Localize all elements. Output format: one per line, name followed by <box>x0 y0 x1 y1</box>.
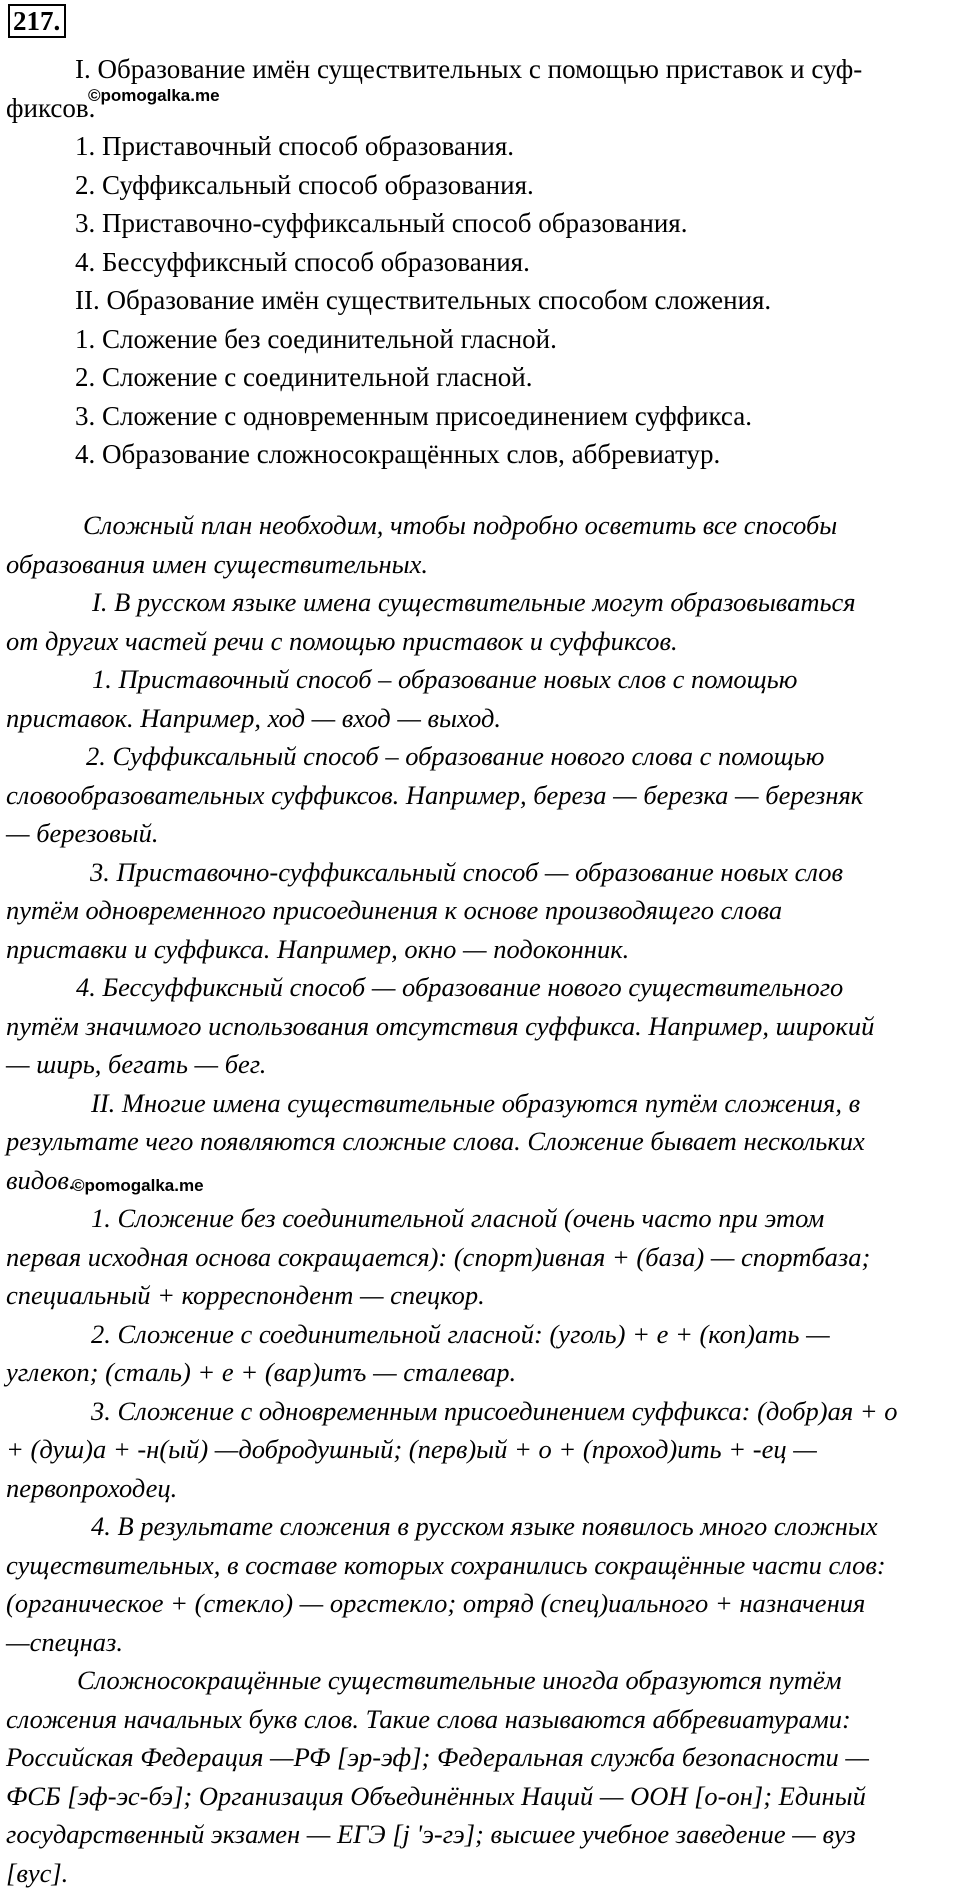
watermark: ©pomogalka.me <box>88 86 220 106</box>
explanation-text <box>6 506 956 1892</box>
text-line: первопроходец. <box>6 1469 956 1508</box>
text-line: существительных, в составе которых сохранились сокращённые части слов: <box>6 1546 956 1585</box>
text-line: углекоп; (сталь) + е + (вар)итъ — сталевар. <box>6 1353 956 1392</box>
plan-line: фиксов. <box>0 89 960 128</box>
text-line: первая исходная основа сокращается): (спорт)ивная + (база) — спортбаза; <box>6 1238 956 1277</box>
text-line: приставки и суффикса. Например, окно — подоконник. <box>6 930 956 969</box>
text-line: путём значимого использования отсутствия суффикса. Например, широкий <box>6 1007 956 1046</box>
plan-line: 2. Суффиксальный способ образования. <box>0 166 960 205</box>
text-line: 4. В результате сложения в русском языке появилось много сложных <box>6 1507 956 1546</box>
text-line: 2. Суффиксальный способ – образование нового слова с помощью <box>6 737 956 776</box>
text-line: видов. <box>6 1161 956 1200</box>
text-line: образования имен существительных. <box>6 545 956 584</box>
text-line: [вус]. <box>6 1854 956 1892</box>
text-line: 2. Сложение с соединительной гласной: (уголь) + е + (коп)ать — <box>6 1315 956 1354</box>
text-line: — ширь, бегать — бег. <box>6 1045 956 1084</box>
plan-line: II. Образование имён существительных способом сложения. <box>0 281 960 320</box>
text-line: словообразовательных суффиксов. Например, береза — березка — березняк <box>6 776 956 815</box>
text-line: 1. Сложение без соединительной гласной (очень часто при этом <box>6 1199 956 1238</box>
text-line: 1. Приставочный способ – образование новых слов с помощью <box>6 660 956 699</box>
plan-line: 4. Образование сложносокращённых слов, аббревиатур. <box>0 435 960 474</box>
text-line: I. В русском языке имена существительные могут образовываться <box>6 583 956 622</box>
plan-line: 1. Приставочный способ образования. <box>0 127 960 166</box>
text-line: результате чего появляются сложные слова. Сложение бывает нескольких <box>6 1122 956 1161</box>
plan-line: 4. Бессуффиксный способ образования. <box>0 243 960 282</box>
text-line: государственный экзамен — ЕГЭ [j 'э-гэ]; высшее учебное заведение — вуз <box>6 1815 956 1854</box>
plan-line: 3. Приставочно-суффиксальный способ образования. <box>0 204 960 243</box>
plan-line: 3. Сложение с одновременным присоединением суффикса. <box>0 397 960 436</box>
text-line: Российская Федерация —РФ [эр-эф]; Федеральная служба безопасности — <box>6 1738 956 1777</box>
text-line: 3. Приставочно-суффиксальный способ — образование новых слов <box>6 853 956 892</box>
exercise-number: 217. <box>8 4 66 38</box>
text-line: приставок. Например, ход — вход — выход. <box>6 699 956 738</box>
text-line: специальный + корреспондент — спецкор. <box>6 1276 956 1315</box>
text-line: + (душ)а + -н(ый) —добродушный; (перв)ый + о + (проход)ить + -ец — <box>6 1430 956 1469</box>
plan-section <box>0 50 960 474</box>
text-line: 3. Сложение с одновременным присоединением суффикса: (добр)ая + о <box>6 1392 956 1431</box>
watermark: ©pomogalka.me <box>72 1176 204 1196</box>
text-line: путём одновременного присоединения к основе производящего слова <box>6 891 956 930</box>
text-line: (органическое + (стекло) — оргстекло; отряд (спец)иального + назначения <box>6 1584 956 1623</box>
text-line: 4. Бессуффиксный способ — образование нового существительного <box>6 968 956 1007</box>
plan-line: 1. Сложение без соединительной гласной. <box>0 320 960 359</box>
plan-line: 2. Сложение с соединительной гласной. <box>0 358 960 397</box>
text-line: Сложносокращённые существительные иногда образуются путём <box>6 1661 956 1700</box>
text-line: Сложный план необходим, чтобы подробно осветить все способы <box>6 506 956 545</box>
text-line: II. Многие имена существительные образуются путём сложения, в <box>6 1084 956 1123</box>
text-line: —спецназ. <box>6 1623 956 1662</box>
text-line: сложения начальных букв слов. Такие слова называются аббревиатурами: <box>6 1700 956 1739</box>
text-line: от других частей речи с помощью приставок и суффиксов. <box>6 622 956 661</box>
plan-line: I. Образование имён существительных с помощью приставок и суф- <box>0 50 960 89</box>
text-line: ФСБ [эф-эс-бэ]; Организация Объединённых Наций — ООН [о-он]; Единый <box>6 1777 956 1816</box>
text-line: — березовый. <box>6 814 956 853</box>
